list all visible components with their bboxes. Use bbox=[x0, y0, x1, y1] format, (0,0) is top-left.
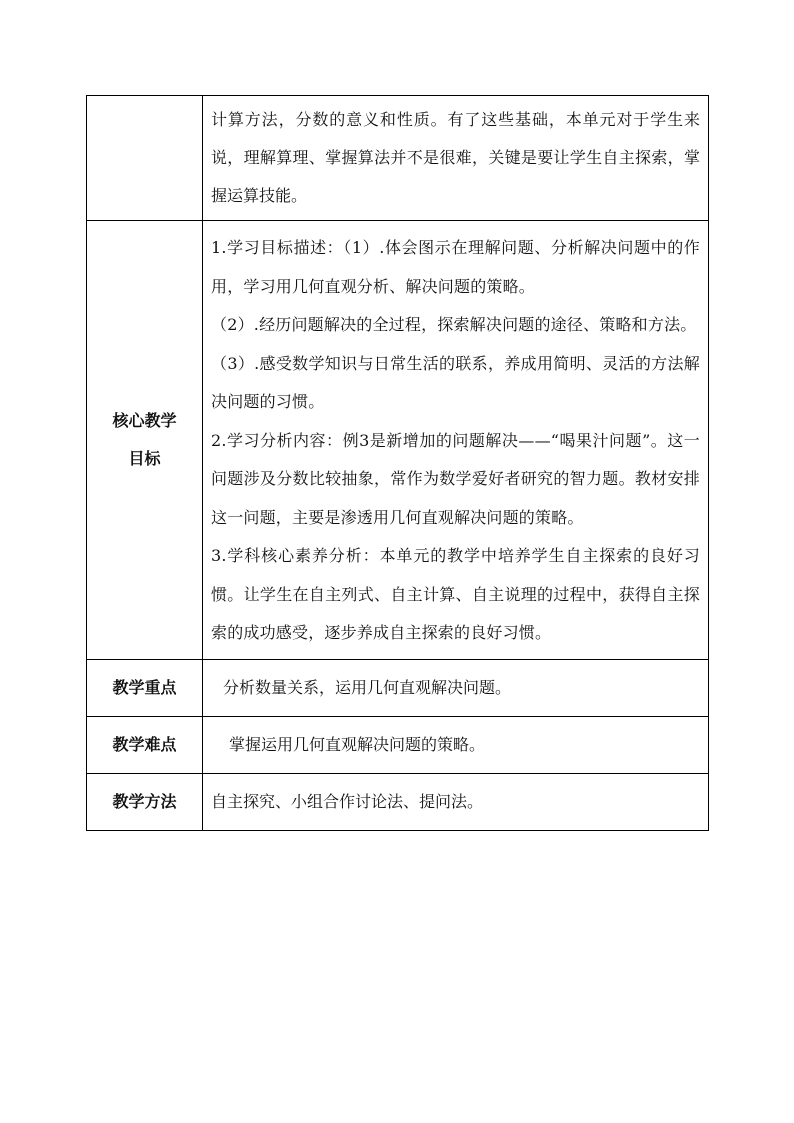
difficulty-text: 掌握运用几何直观解决问题的策略。 bbox=[229, 734, 486, 754]
intro-text: 计算方法，分数的意义和性质。有了这些基础，本单元对于学生来说，理解算理、掌握算法并不是很难，关键是要让学生自主探索，掌握运算技能。 bbox=[203, 96, 709, 221]
core-goals-label-line1: 核心教学 bbox=[112, 410, 177, 430]
method-label: 教学方法 bbox=[87, 773, 203, 830]
method-text: 自主探究、小组合作讨论法、提问法。 bbox=[203, 773, 709, 830]
goal-paragraph-1: 1.学习目标描述：（1）.体会图示在理解问题、分析解决问题中的作用，学习用几何直观分析、解决问题的策略。 bbox=[211, 238, 700, 296]
difficulty-row bbox=[87, 716, 709, 773]
core-goals-label bbox=[87, 221, 203, 660]
core-goals-row bbox=[87, 221, 709, 660]
goal-paragraph-2: （2）.经历问题解决的全过程，探索解决问题的途径、策略和方法。 bbox=[211, 315, 697, 334]
core-goals-label-line2: 目标 bbox=[128, 448, 161, 468]
key-point-cell bbox=[203, 659, 709, 716]
core-goals-content bbox=[203, 221, 709, 660]
difficulty-cell bbox=[203, 716, 709, 773]
goal-paragraph-4: 2.学习分析内容：例3是新增加的问题解决——“喝果汁问题”。这一问题涉及分数比较抽象，常作为数学爱好者研究的智力题。教材安排这一问题，主要是渗透用几何直观解决问题的策略。 bbox=[211, 430, 700, 527]
lesson-plan-table bbox=[86, 95, 709, 831]
goal-paragraph-5: 3.学科核心素养分析：本单元的教学中培养学生自主探索的良好习惯。让学生在自主列式、自主计算、自主说理的过程中，获得自主探索的成功感受，逐步养成自主探索的良好习惯。 bbox=[211, 546, 700, 642]
key-point-text: 分析数量关系，运用几何直观解决问题。 bbox=[223, 677, 512, 697]
method-row bbox=[87, 773, 709, 830]
intro-label-cell bbox=[87, 96, 203, 221]
key-point-row bbox=[87, 659, 709, 716]
goal-paragraph-3: （3）.感受数学知识与日常生活的联系，养成用简明、灵活的方法解决问题的习惯。 bbox=[211, 353, 700, 411]
key-point-label: 教学重点 bbox=[87, 659, 203, 716]
intro-row bbox=[87, 96, 709, 221]
difficulty-label: 教学难点 bbox=[87, 716, 203, 773]
